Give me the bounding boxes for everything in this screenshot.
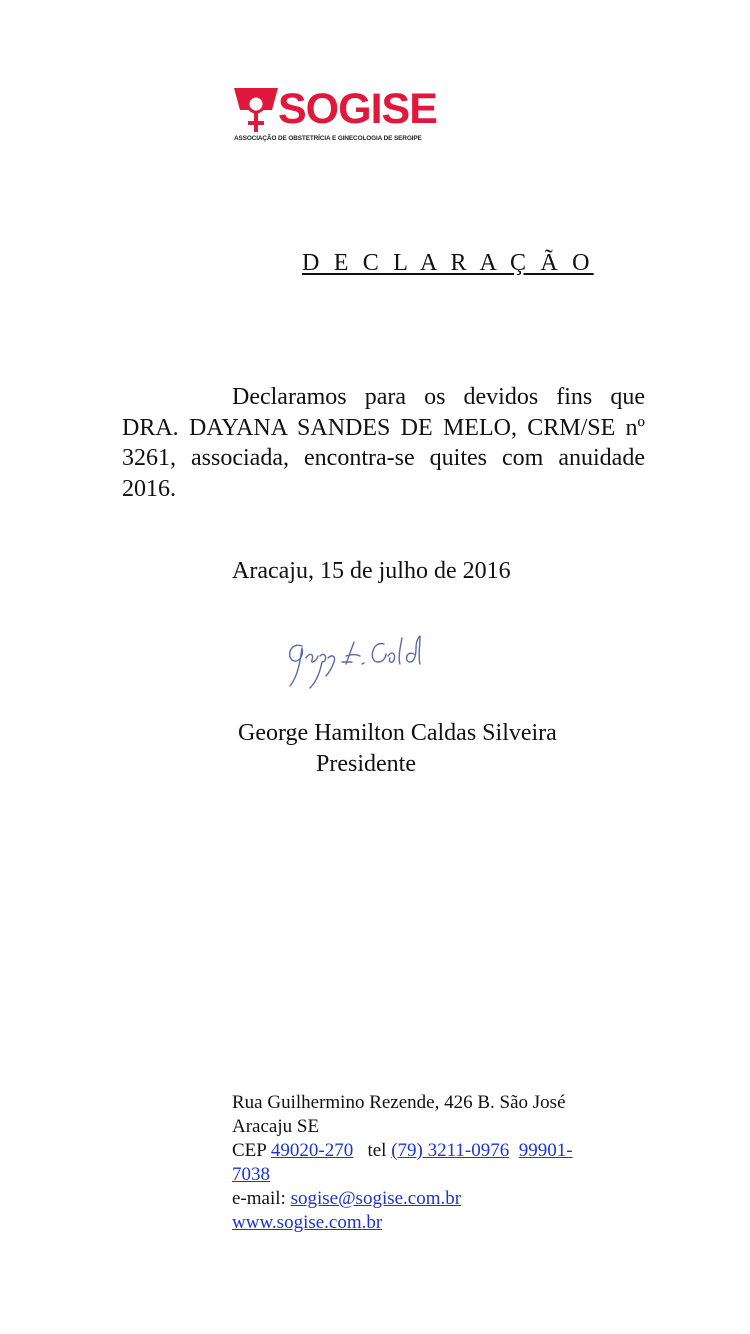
declaration-body: Declaramos para os devidos fins que DRA. DAYANA SANDES DE MELO, CRM/SE nº 3261, associada, encontra-se quites com anuidade 2016. [122,384,645,502]
document-title: D E C L A R A Ç Ã O [302,250,594,276]
logo-wordmark: SOGISE [278,85,437,133]
footer-contact [232,1091,622,1235]
mobile-link-part2[interactable]: 7038 [232,1164,270,1185]
signatory-name: George Hamilton Caldas Silveira [238,720,557,746]
sogise-logo [232,84,472,148]
phone-link[interactable]: (79) 3211-0976 [391,1140,510,1161]
mobile-link-part1[interactable]: 99901- [518,1140,573,1161]
cep-link[interactable]: 49020-270 [270,1140,354,1161]
venus-emblem-icon [232,84,280,140]
footer-city: Aracaju SE [232,1116,320,1137]
footer-cep-line [232,1139,622,1163]
footer-email-line [232,1187,622,1211]
footer-address: Rua Guilhermino Rezende, 426 B. São José [232,1092,566,1113]
tel-label: tel [367,1140,387,1161]
email-label: e-mail: [232,1188,286,1209]
signatory-role: Presidente [316,751,416,777]
logo-subtitle: ASSOCIAÇÃO DE OBSTETRÍCIA E GINECOLOGIA DE SERGIPE [234,135,422,142]
website-link[interactable]: www.sogise.com.br [232,1212,383,1233]
email-link[interactable]: sogise@sogise.com.br [290,1188,462,1209]
cep-label: CEP [232,1140,267,1161]
handwritten-signature [280,628,430,692]
document-date: Aracaju, 15 de julho de 2016 [232,558,511,584]
